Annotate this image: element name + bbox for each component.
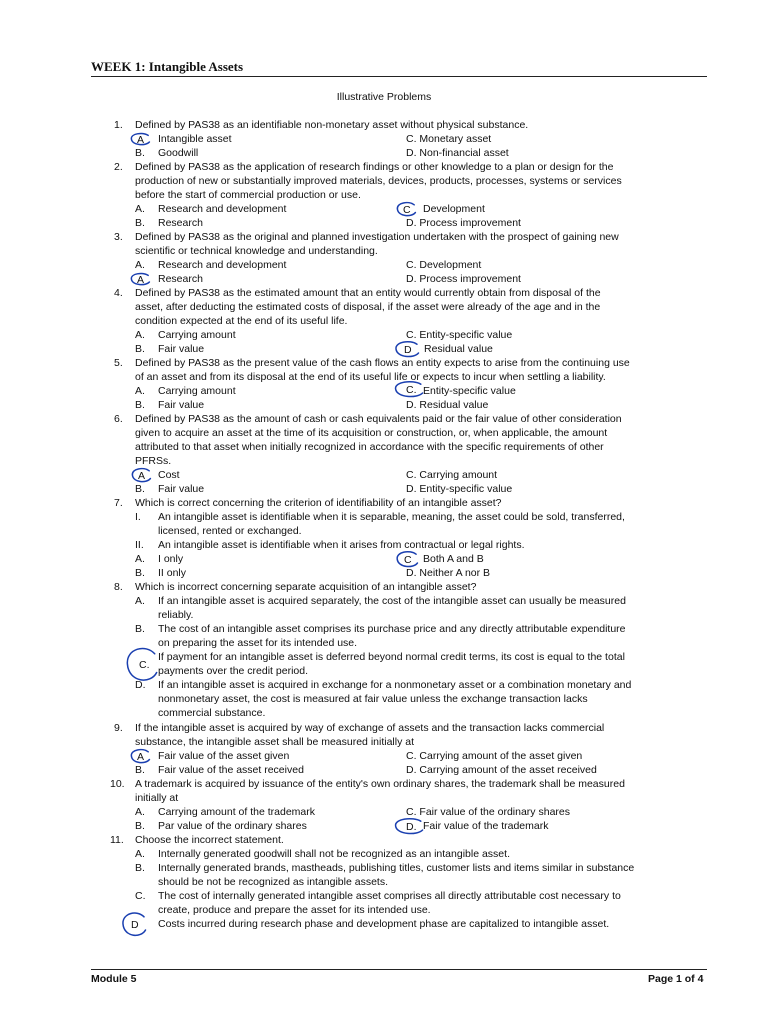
text-line: Fair value: [158, 483, 205, 495]
text-line: on preparing the asset for its intended use.: [158, 637, 358, 649]
text-line: B.: [135, 567, 145, 579]
text-line: before the start of commercial production or use.: [135, 189, 361, 201]
text-line: Internally generated goodwill shall not be recognized as an intangible asset.: [158, 848, 510, 860]
text-line: Development: [423, 203, 485, 215]
circled-choice-letter: C.: [406, 384, 417, 396]
text-line: Research and development: [158, 203, 287, 215]
text-line: C. Fair value of the ordinary shares: [406, 806, 570, 818]
text-line: C. Carrying amount of the asset given: [406, 750, 583, 762]
text-line: C. Development: [406, 259, 482, 271]
text-line: Fair value of the asset received: [158, 764, 304, 776]
text-line: asset, after deducting the estimated costs of disposal, if the asset were already of the age and in the: [135, 301, 601, 313]
text-line: B.: [135, 217, 145, 229]
text-line: Fair value: [158, 343, 205, 355]
text-line: Internally generated brands, mastheads, publishing titles, customer lists and items similar in substance: [158, 862, 635, 874]
text-line: given to acquire an asset at the time of its acquisition or construction, or, when applicable, the amount: [135, 427, 608, 439]
text-line: II.: [135, 539, 144, 551]
text-line: attributed to that asset when initially recognized in accordance with the specific requirements of other: [135, 441, 604, 453]
text-line: Both A and B: [423, 553, 484, 565]
text-line: B.: [135, 623, 145, 635]
text-line: 6.: [114, 413, 123, 425]
text-line: Defined by PAS38 as the amount of cash or cash equivalents paid or the fair value of other consideration: [135, 413, 622, 425]
text-line: Carrying amount of the trademark: [158, 806, 315, 818]
text-line: A.: [135, 329, 145, 341]
text-line: D. Residual value: [406, 399, 489, 411]
text-line: Research and development: [158, 259, 287, 271]
text-line: C. Monetary asset: [406, 133, 492, 145]
text-line: D. Carrying amount of the asset received: [406, 764, 597, 776]
text-line: initially at: [135, 792, 179, 804]
text-line: If an intangible asset is acquired separately, the cost of the intangible asset can usually be measured: [158, 595, 626, 607]
footer-module: Module 5: [91, 973, 137, 985]
text-line: B.: [135, 764, 145, 776]
text-line: B.: [135, 820, 145, 832]
circled-choice-letter: C: [404, 554, 412, 566]
text-line: B.: [135, 399, 145, 411]
text-line: An intangible asset is identifiable when it arises from contractual or legal rights.: [158, 539, 525, 551]
text-line: commercial substance.: [158, 707, 266, 719]
text-line: Defined by PAS38 as an identifiable non-monetary asset without physical substance.: [135, 119, 529, 131]
text-line: D. Non-financial asset: [406, 147, 509, 159]
text-line: 11.: [110, 834, 124, 846]
text-line: D. Process improvement: [406, 273, 521, 285]
text-line: 3.: [114, 231, 123, 243]
text-line: B.: [135, 147, 145, 159]
text-line: A.: [135, 806, 145, 818]
text-line: 9.: [114, 722, 123, 734]
text-line: Defined by PAS38 as the original and planned investigation undertaken with the prospect of gaining new: [135, 231, 619, 243]
text-line: D. Process improvement: [406, 217, 521, 229]
text-line: create, produce and prepare the asset for its intended use.: [158, 904, 431, 916]
text-line: scientific or technical knowledge and understanding.: [135, 245, 378, 257]
text-line: Carrying amount: [158, 385, 236, 397]
text-line: D.: [135, 679, 146, 691]
text-line: nonmonetary asset, the cost is measured at fair value unless the exchange transaction lacks: [158, 693, 588, 705]
text-line: A.: [135, 203, 145, 215]
text-line: Which is incorrect concerning separate acquisition of an intangible asset?: [135, 581, 477, 593]
text-line: substance, the intangible asset shall be measured initially at: [135, 736, 414, 748]
footer-divider: [91, 969, 707, 970]
circled-choice-letter: A: [137, 274, 145, 286]
text-line: D. Neither A nor B: [406, 567, 491, 579]
text-line: If an intangible asset is acquired in exchange for a nonmonetary asset or a combination monetary and: [158, 679, 632, 691]
circled-choice-letter: D.: [406, 821, 417, 833]
text-line: Fair value of the trademark: [423, 820, 549, 832]
section-title: Illustrative Problems: [336, 91, 432, 103]
text-line: 2.: [114, 161, 123, 173]
circled-choice-letter: D: [404, 344, 412, 356]
text-line: condition expected at the end of its useful life.: [135, 315, 348, 327]
text-line: The cost of internally generated intangible asset comprises all directly attributable cost necessary to: [158, 890, 621, 902]
text-line: Residual value: [424, 343, 493, 355]
text-line: 1.: [114, 119, 123, 131]
text-line: C. Carrying amount: [406, 469, 498, 481]
text-line: A trademark is acquired by issuance of the entity's own ordinary shares, the trademark shall be measured: [135, 778, 625, 790]
text-line: Defined by PAS38 as the estimated amount that an entity would currently obtain from disposal of the: [135, 287, 601, 299]
text-line: I.: [135, 511, 141, 523]
text-line: B.: [135, 862, 145, 874]
text-line: Carrying amount: [158, 329, 236, 341]
text-line: reliably.: [158, 609, 194, 621]
text-line: Intangible asset: [158, 133, 232, 145]
text-line: Fair value: [158, 399, 205, 411]
text-line: Defined by PAS38 as the present value of the cash flows an entity expects to arise from the continuing use: [135, 357, 630, 369]
text-line: C. Entity-specific value: [406, 329, 513, 341]
text-line: Research: [158, 217, 203, 229]
text-line: A.: [135, 259, 145, 271]
footer-page-number: Page 1 of 4: [648, 973, 704, 985]
text-line: The cost of an intangible asset comprises its purchase price and any directly attributable expenditure: [158, 623, 626, 635]
text-line: Defined by PAS38 as the application of research findings or other knowledge to a plan or design for the: [135, 161, 614, 173]
text-line: Research: [158, 273, 203, 285]
text-line: payments over the credit period.: [158, 665, 308, 677]
text-line: B.: [135, 483, 145, 495]
text-line: PFRSs.: [135, 455, 172, 467]
circled-choice-letter: A: [138, 470, 146, 482]
text-line: 5.: [114, 357, 123, 369]
text-line: Fair value of the asset given: [158, 750, 290, 762]
circled-choice-letter: C.: [139, 659, 150, 671]
text-line: D. Entity-specific value: [406, 483, 513, 495]
text-line: Par value of the ordinary shares: [158, 820, 307, 832]
text-line: of an asset and from its disposal at the end of its useful life or expects to incur when settling a liability.: [135, 371, 606, 383]
text-line: A.: [135, 595, 145, 607]
text-line: C.: [135, 890, 146, 902]
circled-choice-letter: A: [137, 751, 145, 763]
circled-choice-letter: C: [403, 204, 411, 216]
circled-choice-letter: D: [131, 919, 139, 931]
text-line: 8.: [114, 581, 123, 593]
text-line: Goodwill: [158, 147, 199, 159]
text-line: I only: [158, 553, 184, 565]
page-title: WEEK 1: Intangible Assets: [91, 59, 244, 74]
text-line: B.: [135, 343, 145, 355]
text-line: 10.: [110, 778, 125, 790]
text-line: If payment for an intangible asset is deferred beyond normal credit terms, its cost is equal to the total: [158, 651, 625, 663]
text-line: A.: [135, 385, 145, 397]
text-line: Entity-specific value: [423, 385, 516, 397]
text-line: Cost: [158, 469, 180, 481]
text-line: licensed, rented or exchanged.: [158, 525, 302, 537]
text-line: should be not be recognized as intangible assets.: [158, 876, 388, 888]
text-line: Costs incurred during research phase and development phase are capitalized to intangible asset.: [158, 918, 610, 930]
text-line: 7.: [114, 497, 123, 509]
text-line: If the intangible asset is acquired by way of exchange of assets and the transaction lacks commercial: [135, 722, 605, 734]
text-line: An intangible asset is identifiable when it is separable, meaning, the asset could be sold, transferred,: [158, 511, 625, 523]
text-line: Which is correct concerning the criterion of identifiability of an intangible asset?: [135, 497, 502, 509]
circled-choice-letter: A: [137, 134, 145, 146]
text-line: production of new or substantially improved materials, devices, products, processes, systems or services: [135, 175, 622, 187]
text-line: 4.: [114, 287, 123, 299]
text-line: A.: [135, 848, 145, 860]
text-line: II only: [158, 567, 187, 579]
text-line: Choose the incorrect statement.: [135, 834, 284, 846]
text-line: A.: [135, 553, 145, 565]
